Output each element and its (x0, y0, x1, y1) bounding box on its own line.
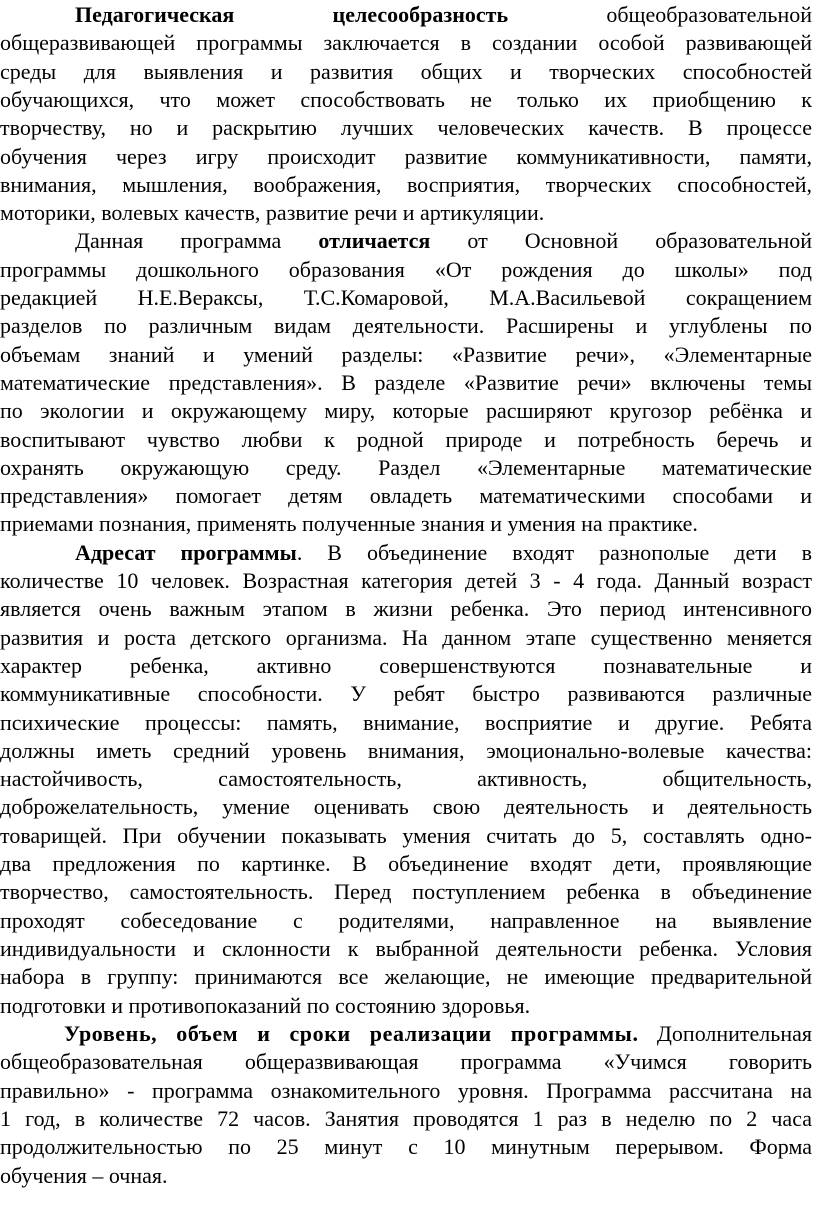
p3-line-17: подготовки и противопоказаний по состоянию здоровья. (0, 993, 531, 1018)
p2-line-4: разделов по различным видам деятельности. Расширены и углублены по (0, 313, 812, 338)
p3-line-1-rest: . В объединение входят разнополые дети в (296, 540, 812, 565)
p2-line-10: представления» помогает детям овладеть математическими способами и (0, 483, 812, 508)
p2-line-11: приемами познания, применять полученные знания и умения на практике. (0, 511, 698, 536)
p3-line-7: психические процессы: память, внимание, восприятие и другие. Ребята (0, 710, 812, 735)
p1-line-8: моторики, волевых качеств, развитие речи и артикуляции. (0, 200, 545, 225)
p4-line-6: обучения – очная. (0, 1163, 168, 1188)
p2-line-8: воспитывают чувство любви к родной природе и потребность беречь и (0, 427, 812, 452)
p3-line-9: настойчивость, самостоятельность, активность, общительность, (0, 766, 812, 791)
p1-line-3: среды для выявления и развития общих и творческих способностей (0, 59, 812, 84)
p3-lead-bold: Адресат программы (75, 540, 297, 565)
p2-line-6: математические представления». В разделе «Развитие речи» включены темы (0, 370, 812, 395)
p2-line-1 (75, 228, 812, 254)
p4-line-4: 1 год, в количестве 72 часов. Занятия проводятся 1 раз в неделю по 2 часа (0, 1106, 812, 1131)
p3-line-3: является очень важным этапом в жизни ребенка. Это период интенсивного (0, 596, 812, 621)
p2-line-1-after: от Основной образовательной (430, 228, 812, 253)
p4-line-5: продолжительностью по 25 минут с 10 минутным перерывом. Форма (0, 1134, 812, 1159)
p1-line-2: общеразвивающей программы заключается в создании особой развивающей (0, 30, 812, 55)
p2-line-1-before: Данная программа (75, 228, 319, 253)
p3-line-16: набора в группу: принимаются все желающие, не имеющие предварительной (0, 964, 812, 989)
p3-line-8: должны иметь средний уровень внимания, эмоционально-волевые качества: (0, 738, 812, 763)
p4-line-3: правильно» - программа ознакомительного уровня. Программа рассчитана на (0, 1078, 812, 1103)
p3-line-1 (75, 540, 812, 566)
p3-line-4: развития и роста детского организма. На данном этапе существенно меняется (0, 625, 812, 650)
p3-line-14: проходят собеседование с родителями, направленное на выявление (0, 908, 812, 933)
p2-line-1-bold: отличается (318, 228, 431, 253)
p2-line-3: редакцией Н.Е.Вераксы, Т.С.Комаровой, М.А.Васильевой сокращением (0, 285, 812, 310)
p4-line-1 (64, 1021, 812, 1047)
p4-lead-bold: Уровень, объем и сроки реализации программы. (64, 1021, 639, 1046)
p2-line-9: охранять окружающую среду. Раздел «Элементарные математические (0, 455, 812, 480)
p3-line-12: два предложения по картинке. В объединение входят дети, проявляющие (0, 851, 812, 876)
p1-line-6: обучения через игру происходит развитие коммуникативности, памяти, (0, 144, 812, 169)
p2-line-5: объемам знаний и умений разделы: «Развитие речи», «Элементарные (0, 342, 812, 367)
p3-line-13: творчество, самостоятельность. Перед поступлением ребенка в объединение (0, 879, 812, 904)
p3-line-11: товарищей. При обучении показывать умения считать до 5, составлять одно- (0, 823, 812, 848)
p1-line-1-rest: общеобразовательной (606, 2, 812, 27)
p1-line-4: обучающихся, что может способствовать не только их приобщению к (0, 87, 812, 112)
p1-line-5: творчеству, но и раскрытию лучших человеческих качеств. В процессе (0, 115, 812, 140)
p3-line-2: количестве 10 человек. Возрастная категория детей 3 - 4 года. Данный возраст (0, 568, 812, 593)
p3-line-5: характер ребенка, активно совершенствуются познавательные и (0, 653, 812, 678)
p1-line-1 (75, 2, 812, 28)
p2-line-7: по экологии и окружающему миру, которые расширяют кругозор ребёнка и (0, 398, 812, 423)
p3-line-15: индивидуальности и склонности к выбранной деятельности ребенка. Условия (0, 936, 812, 961)
p1-line-7: внимания, мышления, воображения, восприятия, творческих способностей, (0, 172, 812, 197)
p3-line-6: коммуникативные способности. У ребят быстро развиваются различные (0, 681, 812, 706)
p3-line-10: доброжелательность, умение оценивать свою деятельность и деятельность (0, 794, 812, 819)
p4-line-1-rest: Дополнительная (638, 1021, 812, 1046)
p1-lead-bold: Педагогическая целесообразность (75, 2, 509, 27)
p4-line-2: общеобразовательная общеразвивающая программа «Учимся говорить (0, 1049, 812, 1074)
p2-line-2: программы дошкольного образования «От рождения до школы» под (0, 257, 812, 282)
